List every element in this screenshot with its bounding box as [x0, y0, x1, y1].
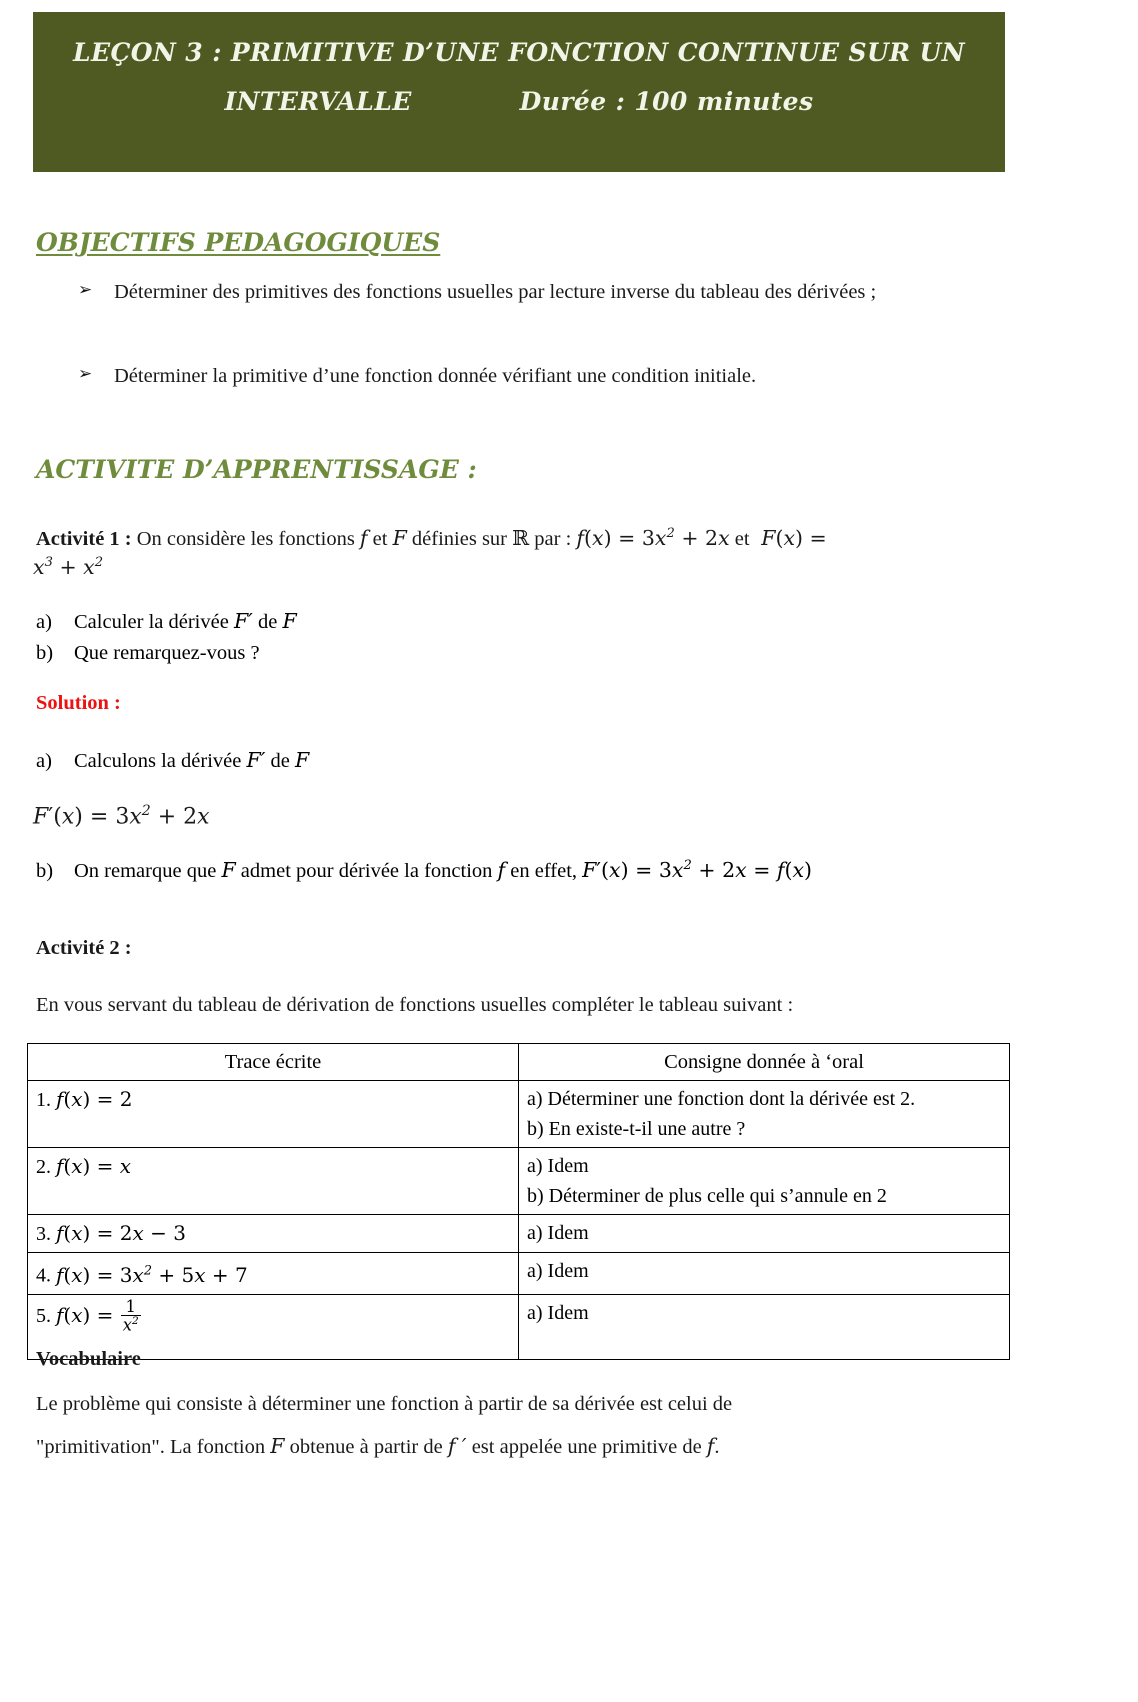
consigne-4a: a) Idem [527, 1260, 589, 1282]
lesson-title-banner [33, 12, 1005, 172]
solution-a-text: Calculons la dérivée F′ de F [74, 748, 310, 772]
consigne-2b: b) Déterminer de plus celle qui s’annule en 2 [527, 1185, 887, 1207]
formula-f-def: $f(x) = 3x^2 + 2x$ [576, 525, 730, 550]
question-b-text: Que remarquez-vous ? [74, 642, 260, 664]
objectif-item-2 [36, 360, 956, 393]
question-a-text: Calculer la dérivée F′ de F [74, 609, 297, 633]
objectif-item-2-text: Déterminer la primitive d’une fonction donnée vérifiant une condition initiale. [114, 365, 757, 387]
table-row [28, 1148, 1010, 1215]
solution-item-a [36, 745, 309, 776]
vocab-symbol-F: F [270, 1434, 285, 1458]
table-header-trace-ecrite: Trace écrite [28, 1044, 519, 1081]
activite-2-label: Activité 2 : [36, 937, 132, 959]
table-cell-consigne-1 [519, 1081, 1010, 1148]
row-number-1: 1. [36, 1089, 51, 1111]
solution-marker-b: b) [36, 859, 54, 882]
activite-1-question-a [36, 606, 297, 637]
row-1-function: f(x) = 2 [56, 1087, 133, 1111]
table-cell-consigne-5 [519, 1294, 1010, 1359]
symbol-f: f [359, 525, 368, 550]
symbol-reals: ℝ [512, 527, 530, 550]
table-cell-consigne-2 [519, 1148, 1010, 1215]
vocabulaire-paragraph-line-1: Le problème qui consiste à déterminer une fonction à partir de sa dérivée est celui de [36, 1393, 733, 1415]
table-header-consigne: Consigne donnée à ‘oral [519, 1044, 1010, 1081]
formula-F-def-tail: $x^3 + x^2$ [33, 554, 104, 579]
symbol-F: F [392, 525, 407, 550]
vocab-part-3: est appelée une primitive de [471, 1436, 702, 1458]
remark-symbol-F: F [221, 857, 236, 882]
consigne-3a: a) Idem [527, 1222, 589, 1244]
remark-part-2: admet pour dérivée la fonction [240, 859, 493, 882]
exercise-table [27, 1043, 1010, 1360]
table-cell-consigne-3 [519, 1215, 1010, 1253]
vocab-symbol-f-prime: f ′ [447, 1434, 467, 1458]
solution-marker-a: a) [36, 750, 52, 772]
remark-formula: $F'(x) = 3x^2 + 2x = f(x)$ [582, 857, 813, 882]
table-cell-trace-3 [28, 1215, 519, 1253]
activite-1-definies: définies sur [411, 527, 507, 550]
activite-1-statement [36, 519, 1011, 554]
consigne-1a: a) Déterminer une fonction dont la dérivée est 2. [527, 1088, 916, 1110]
table-cell-trace-4 [28, 1253, 519, 1295]
section-heading-objectifs: OBJECTIFS PEDAGOGIQUES [36, 228, 441, 257]
row-number-4: 4. [36, 1264, 51, 1287]
table-row [28, 1081, 1010, 1148]
activite-1-intro: On considère les fonctions [136, 527, 355, 550]
solution-b-text [74, 857, 813, 882]
consigne-5a: a) Idem [527, 1301, 589, 1324]
consigne-2a: a) Idem [527, 1155, 589, 1177]
question-marker-b: b) [36, 642, 54, 664]
bullet-arrow-icon: ➢ [78, 364, 93, 384]
table-row [28, 1294, 1010, 1359]
formula-F-def-head: F(x) = [754, 525, 827, 550]
vocab-symbol-f: f [706, 1434, 715, 1458]
lesson-duration: Durée : 100 minutes [519, 87, 814, 116]
remark-symbol-f: f [497, 857, 506, 882]
row-number-3: 3. [36, 1223, 51, 1245]
solution-heading: Solution : [36, 692, 121, 714]
section-heading-activite-apprentissage: ACTIVITE D’APPRENTISSAGE : [36, 455, 477, 484]
question-marker-a: a) [36, 611, 52, 633]
row-2-function: f(x) = x [56, 1154, 132, 1178]
bullet-arrow-icon: ➢ [78, 280, 93, 300]
vocabulaire-title: Vocabulaire [36, 1348, 141, 1370]
solution-formula-derivative: $F'(x) = 3x^2 + 2x$ [33, 803, 210, 830]
row-5-function: f(x) = $\frac{1}{x^2}$ [56, 1296, 139, 1335]
table-cell-trace-2 [28, 1148, 519, 1215]
row-3-function: f(x) = 2x − 3 [56, 1221, 187, 1245]
activite-2-intro: En vous servant du tableau de dérivation de fonctions usuelles compléter le tableau suivant : [36, 994, 794, 1016]
row-number-5: 5. [36, 1304, 51, 1327]
exercise-table-wrapper [27, 1043, 1010, 1360]
table-row [28, 1215, 1010, 1253]
conj-et-2: et [734, 527, 750, 550]
objectif-item-1-text: Déterminer des primitives des fonctions usuelles par lecture inverse du tableau des dérivées ; [114, 281, 877, 303]
activite-1-par: par : [534, 527, 572, 550]
conj-et: et [372, 527, 388, 550]
lesson-title-line-2 [33, 87, 1005, 116]
table-cell-consigne-4 [519, 1253, 1010, 1295]
lesson-title-intervalle: INTERVALLE [224, 87, 412, 116]
consigne-1b: b) En existe-t-il une autre ? [527, 1118, 746, 1140]
lesson-title-line-1: LEÇON 3 : PRIMITIVE D’UNE FONCTION CONTINUE SUR UN [73, 38, 965, 67]
table-cell-trace-1 [28, 1081, 519, 1148]
vocab-period: . [714, 1436, 720, 1458]
activite-1-label: Activité 1 : [36, 527, 132, 550]
remark-part-1: On remarque que [74, 859, 217, 882]
row-number-2: 2. [36, 1156, 51, 1178]
activite-1-question-b [36, 638, 260, 668]
vocab-part-2: obtenue à partir de [289, 1436, 443, 1458]
vocabulaire-paragraph-line-2 [36, 1427, 1008, 1466]
objectif-item-1 [36, 276, 956, 309]
table-row [28, 1253, 1010, 1295]
table-header-row [28, 1044, 1010, 1081]
remark-part-3: en effet, [510, 859, 578, 882]
vocab-part-1: "primitivation". La fonction [36, 1436, 266, 1458]
row-4-function: $f(x) = 3x^2 + 5x + 7$ [56, 1262, 248, 1287]
solution-item-b [36, 851, 812, 886]
